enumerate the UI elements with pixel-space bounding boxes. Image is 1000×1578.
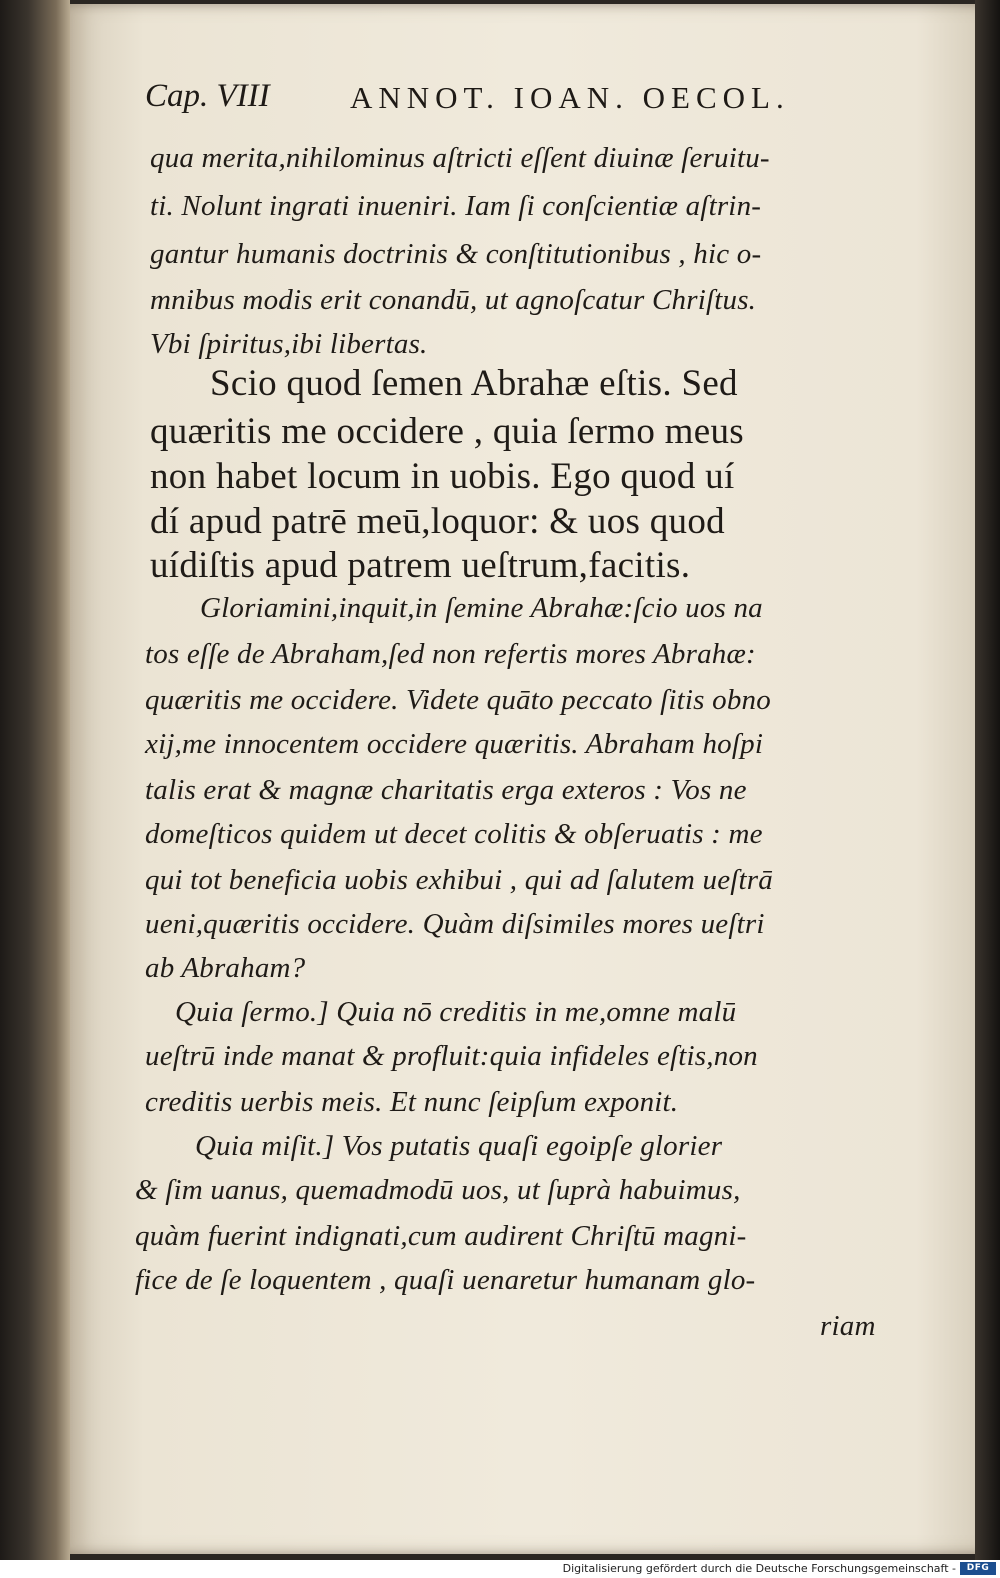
text-line: domeſticos quidem ut decet colitis & obſeruatis : me xyxy=(145,818,763,850)
dfg-logo: DFG xyxy=(960,1562,996,1575)
text-line: tos eſſe de Abraham,ſed non refertis mores Abrahæ: xyxy=(145,638,756,670)
text-line: Scio quod ſemen Abrahæ eſtis. Sed xyxy=(210,363,738,404)
book-binding xyxy=(0,0,70,1560)
text-line: quæritis me occidere. Videte quāto peccato ſitis obno xyxy=(145,684,771,716)
footer-credit: Digitalisierung gefördert durch die Deutsche Forschungsgemeinschaft - xyxy=(562,1562,956,1575)
text-line: qui tot beneficia uobis exhibui , qui ad ſalutem ueſtrā xyxy=(145,864,773,896)
page-header xyxy=(145,78,945,128)
page-right-edge xyxy=(975,0,1000,1560)
chapter-label: Cap. VIII xyxy=(145,78,270,114)
text-line: xij,me innocentem occidere quæritis. Abraham hoſpi xyxy=(145,728,764,760)
text-line: mnibus modis erit conandū, ut agnoſcatur Chriſtus. xyxy=(150,284,757,316)
text-line: uídiſtis apud patrem ueſtrum,facitis. xyxy=(150,545,691,586)
running-title: ANNOT. IOAN. OECOL. xyxy=(350,80,790,115)
text-line: ueſtrū inde manat & profluit:quia infideles eſtis,non xyxy=(145,1040,758,1072)
text-line: quàm fuerint indignati,cum audirent Chriſtū magni- xyxy=(135,1220,747,1252)
text-line: non habet locum in uobis. Ego quod uí xyxy=(150,456,735,497)
text-line: talis erat & magnæ charitatis erga exteros : Vos ne xyxy=(145,774,747,806)
text-line: Gloriamini,inquit,in ſemine Abrahæ:ſcio uos na xyxy=(200,592,763,624)
text-line: Quia miſit.] Vos putatis quaſi egoipſe glorier xyxy=(195,1130,723,1162)
text-line: ab Abraham? xyxy=(145,952,306,984)
text-line: Vbi ſpiritus,ibi libertas. xyxy=(150,328,428,360)
text-line: riam xyxy=(820,1310,876,1342)
text-line: fice de ſe loquentem , quaſi uenaretur humanam glo- xyxy=(135,1264,756,1296)
text-line: gantur humanis doctrinis & conſtitutionibus , hic o- xyxy=(150,238,762,270)
text-line: Quia ſermo.] Quia nō creditis in me,omne malū xyxy=(175,996,737,1028)
text-line: dí apud patrē meū,loquor: & uos quod xyxy=(150,501,725,542)
text-line: ti. Nolunt ingrati inueniri. Iam ſi conſcientiæ aſtrin- xyxy=(150,190,762,222)
text-line: & ſim uanus, quemadmodū uos, ut ſuprà habuimus, xyxy=(135,1174,741,1206)
footer-bar xyxy=(0,1560,1000,1578)
text-line: ueni,quæritis occidere. Quàm diſsimiles mores ueſtri xyxy=(145,908,765,940)
text-line: qua merita,nihilominus aſtricti eſſent diuinæ ſeruitu- xyxy=(150,142,770,174)
text-line: quæritis me occidere , quia ſermo meus xyxy=(150,411,744,452)
text-line: creditis uerbis meis. Et nunc ſeipſum exponit. xyxy=(145,1086,679,1118)
